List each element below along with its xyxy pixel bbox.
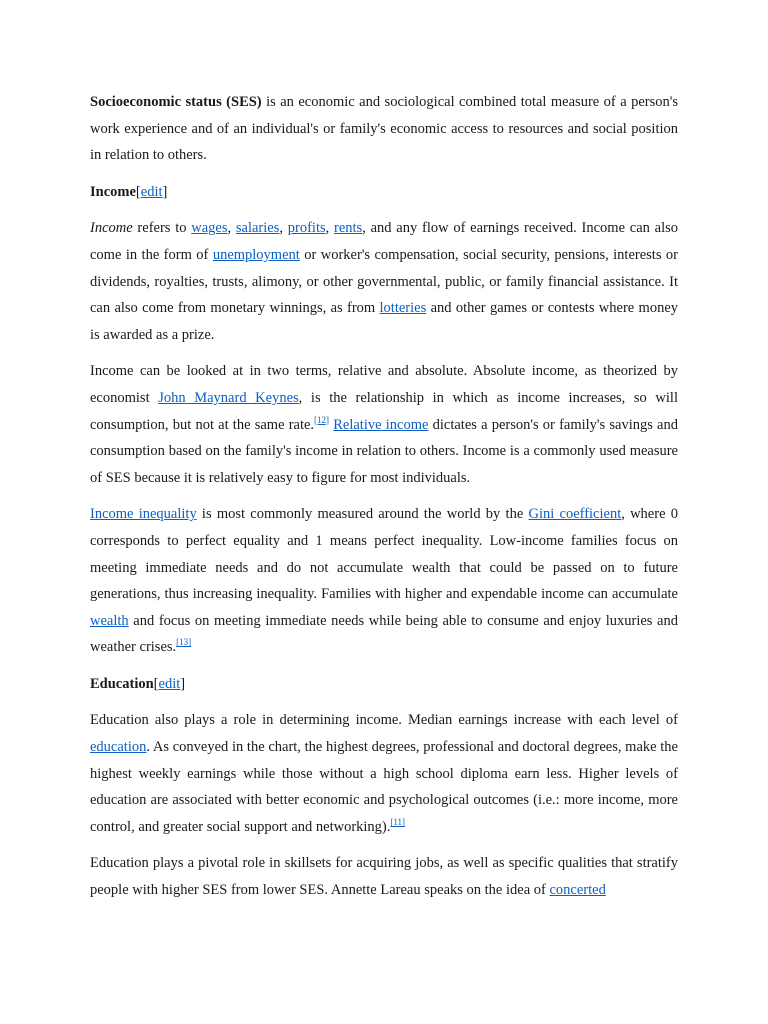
education-paragraph-2: [90, 850, 678, 903]
link-wages[interactable]: wages: [191, 220, 228, 237]
link-lotteries[interactable]: lotteries: [379, 300, 427, 317]
link-rents[interactable]: rents: [334, 220, 363, 237]
income-heading: [90, 179, 678, 206]
text-run: Income can be looked at in two terms, relative and absolute. Absolute income, as theorized by economist: [90, 363, 678, 406]
text-run: or worker's compensation, social security, pensions, interests or dividends, royalties, trusts, alimony, or other governmental, public, or family financial assistance. It can also come from monetary winnings, as from: [90, 246, 678, 317]
text-run: , is the relationship in which as income increases, so will consumption, but not at the same rate.: [90, 389, 678, 433]
income-italic: Income: [90, 220, 133, 237]
edit-bracket-close: ]: [180, 675, 186, 692]
citation-11[interactable]: [11]: [390, 817, 406, 828]
link-salaries[interactable]: salaries: [235, 220, 280, 237]
document-page: [90, 89, 678, 914]
edit-bracket-open: [: [153, 675, 159, 692]
education-heading-text: Education: [90, 675, 154, 692]
citation-12[interactable]: [12]: [314, 414, 330, 425]
text-run: . As conveyed in the chart, the highest degrees, professional and doctoral degrees, make the highest weekly earnings while those without a high school diploma earn less. Higher levels of education are associated with better economic and psychological outcomes (i.e.: more income, more control, and greater social support and networking).: [90, 739, 678, 835]
income-paragraph-3: [90, 501, 678, 661]
education-heading: [90, 671, 678, 698]
text-run: refers to: [132, 220, 192, 237]
edit-bracket-open: [: [135, 183, 141, 200]
text-run: dictates a person's or family's savings and consumption based on the family's income in relation to others. Income is a commonly used measure of SES because it is relatively easy to figure for most individuals.: [90, 416, 678, 486]
intro-text: is an economic and sociological combined total measure of a person's work experience and of an individual's or family's economic access to resources and social position in relation to others.: [90, 94, 678, 164]
income-heading-text: Income: [90, 183, 136, 200]
citation-13[interactable]: [13]: [176, 637, 192, 648]
link-education[interactable]: education: [90, 739, 147, 756]
income-paragraph-1: Income refers to wages, salaries, profits, rents, and any flow of earnings received. Income can also come in the form of unemployment or worker's compensation, social security, pensions, interests or dividends, royalties, trusts, alimony, or other governmental, public, or family financial assistance. It can also come from monetary winnings, as from lotteries and other games or contests where money is awarded as a prize.: [90, 220, 679, 343]
text-run: , where 0 corresponds to perfect equality and 1 means perfect inequality. Low-income families focus on meeting immediate needs and do not accumulate wealth that could be passed on to future generations, thus increasing inequality. Families with higher and expendable income can accumulate: [90, 506, 678, 603]
link-concerted[interactable]: concerted: [549, 882, 606, 899]
education-edit-link[interactable]: edit: [158, 675, 181, 692]
ses-term: Socioeconomic status: [90, 94, 222, 110]
text-run: and other games or contests where money is awarded as a prize.: [90, 300, 679, 343]
intro-paragraph: [90, 89, 678, 169]
link-profits[interactable]: profits: [287, 220, 326, 237]
ses-abbrev: (SES): [226, 94, 262, 110]
link-gini-coefficient[interactable]: Gini coefficient: [528, 506, 622, 523]
link-income-inequality[interactable]: Income inequality: [90, 506, 197, 523]
text-run: , and any flow of earnings received. Income can also come in the form of: [90, 220, 679, 263]
text-run: Education plays a pivotal role in skillsets for acquiring jobs, as well as specific qualities that stratify people with higher SES from lower SES. Annette Lareau speaks on the idea of: [90, 855, 678, 899]
link-unemployment[interactable]: unemployment: [212, 246, 300, 263]
education-paragraph-1: [90, 707, 678, 840]
income-paragraph-2: [90, 358, 678, 491]
link-relative-income[interactable]: Relative income: [333, 416, 429, 433]
text-run: is most commonly measured around the world by the: [196, 506, 529, 523]
link-wealth[interactable]: wealth: [90, 612, 129, 629]
text-run: Education also plays a role in determining income. Median earnings increase with each level of: [90, 712, 678, 729]
text-run: and focus on meeting immediate needs while being able to consume and enjoy luxuries and weather crises.: [90, 612, 678, 656]
edit-bracket-close: ]: [162, 183, 168, 200]
income-edit-link[interactable]: edit: [140, 183, 163, 200]
link-john-maynard-keynes[interactable]: John Maynard Keynes: [158, 389, 299, 406]
